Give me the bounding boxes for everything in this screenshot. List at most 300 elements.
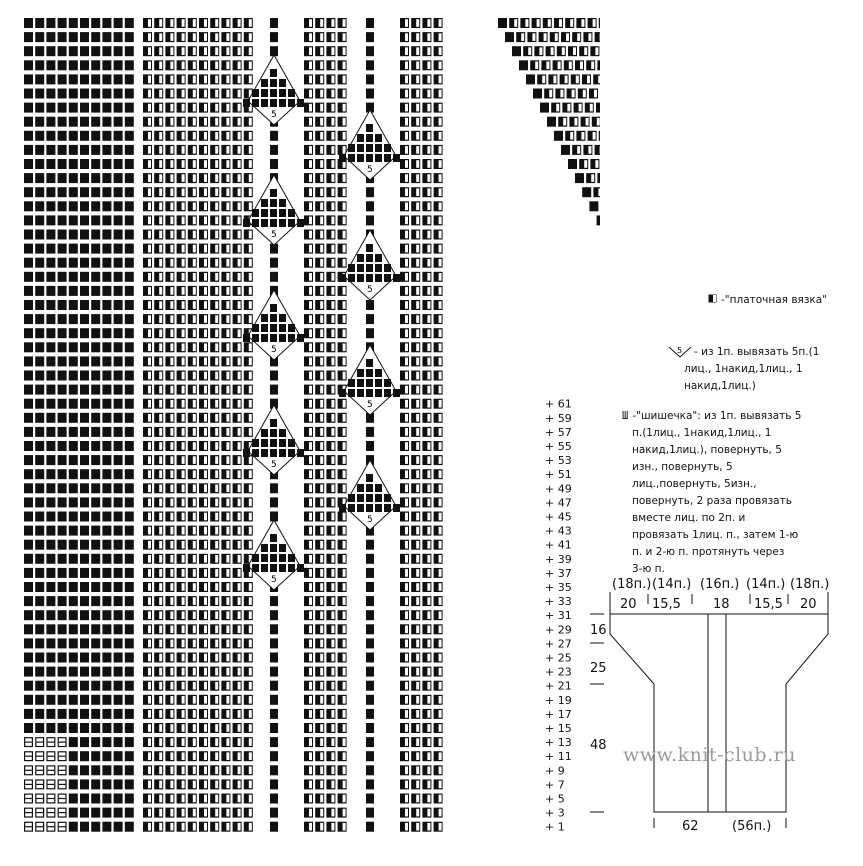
- chart-cell: [91, 60, 100, 70]
- chart-cell: [434, 638, 443, 648]
- chart-cell: [58, 215, 67, 225]
- chart-cell: [58, 808, 67, 818]
- chart-cell: [244, 526, 253, 536]
- chart-cell: [400, 779, 409, 789]
- chart-cell: [411, 103, 420, 113]
- chart-cell: [143, 117, 152, 127]
- chart-cell: [91, 46, 100, 56]
- chart-cell: [400, 483, 409, 493]
- chart-cell: [233, 512, 242, 522]
- chart-cell: [177, 145, 186, 155]
- chart-cell: [165, 145, 174, 155]
- chart-cell: [165, 808, 174, 818]
- chart-cell: [400, 18, 409, 28]
- chart-cell: [210, 596, 219, 606]
- row-number: + 11: [545, 750, 572, 764]
- chart-cell: [35, 667, 44, 677]
- chart-cell: [35, 413, 44, 423]
- chart-cell: [221, 526, 230, 536]
- chart-cell: [557, 46, 566, 56]
- chart-cell: [315, 286, 324, 296]
- center-stitch-right: [366, 638, 374, 648]
- lace-motif: [339, 345, 400, 415]
- chart-cell: [527, 32, 536, 42]
- center-stitch-right: [366, 215, 374, 225]
- chart-cell: [400, 230, 409, 240]
- chart-cell: [244, 779, 253, 789]
- chart-cell: [35, 441, 44, 451]
- chart-cell: [400, 540, 409, 550]
- chart-cell: [233, 653, 242, 663]
- chart-cell: [199, 74, 208, 84]
- chart-cell: [46, 131, 55, 141]
- chart-cell: [221, 822, 230, 832]
- chart-cell: [199, 230, 208, 240]
- chart-cell: [80, 822, 89, 832]
- chart-cell: [326, 145, 335, 155]
- chart-cell: [24, 413, 33, 423]
- chart-cell: [165, 385, 174, 395]
- chart-cell: [338, 638, 347, 648]
- chart-cell: [46, 385, 55, 395]
- chart-cell: [434, 103, 443, 113]
- row-number: + 45: [545, 510, 572, 524]
- chart-cell: [24, 46, 33, 56]
- chart-cell: [154, 18, 163, 28]
- chart-cell: [154, 187, 163, 197]
- chart-cell: [422, 723, 431, 733]
- chart-cell: [411, 413, 420, 423]
- center-stitch-right: [366, 554, 374, 564]
- chart-cell: [102, 709, 111, 719]
- chart-cell: [24, 371, 33, 381]
- chart-cell: [338, 314, 347, 324]
- chart-cell: [199, 60, 208, 70]
- center-stitch-right: [366, 681, 374, 691]
- chart-cell: [244, 399, 253, 409]
- chart-cell: [233, 215, 242, 225]
- center-stitch-left: [270, 385, 278, 395]
- chart-cell: [244, 385, 253, 395]
- chart-cell: [46, 145, 55, 155]
- chart-cell: [520, 18, 529, 28]
- chart-cell: [102, 441, 111, 451]
- chart-cell: [562, 103, 571, 113]
- chart-cell: [422, 554, 431, 564]
- chart-cell: [91, 497, 100, 507]
- chart-cell: [91, 681, 100, 691]
- chart-cell: [422, 794, 431, 804]
- chart-cell: [46, 300, 55, 310]
- chart-cell: [544, 89, 553, 99]
- chart-cell: [304, 568, 313, 578]
- chart-cell: [24, 808, 33, 818]
- chart-cell: [188, 582, 197, 592]
- chart-cell: [80, 526, 89, 536]
- chart-cell: [233, 455, 242, 465]
- chart-cell: [315, 187, 324, 197]
- chart-cell: [233, 244, 242, 254]
- chart-cell: [143, 610, 152, 620]
- chart-cell: [91, 568, 100, 578]
- chart-cell: [154, 554, 163, 564]
- center-stitch-right: [366, 46, 374, 56]
- chart-cell: [400, 413, 409, 423]
- chart-cell: [143, 554, 152, 564]
- chart-cell: [24, 681, 33, 691]
- chart-cell: [233, 89, 242, 99]
- chart-cell: [58, 371, 67, 381]
- chart-cell: [58, 455, 67, 465]
- chart-cell: [102, 554, 111, 564]
- chart-cell: [244, 723, 253, 733]
- chart-cell: [422, 60, 431, 70]
- chart-cell: [422, 695, 431, 705]
- chart-cell: [154, 342, 163, 352]
- center-stitch-right: [366, 779, 374, 789]
- chart-cell: [24, 399, 33, 409]
- chart-cell: [221, 18, 230, 28]
- row-number: + 9: [545, 764, 565, 778]
- chart-cell: [177, 103, 186, 113]
- chart-cell: [114, 89, 123, 99]
- chart-cell: [244, 512, 253, 522]
- chart-cell: [434, 173, 443, 183]
- chart-cell: [326, 709, 335, 719]
- chart-cell: [585, 103, 594, 113]
- chart-cell: [400, 681, 409, 691]
- chart-cell: [165, 201, 174, 211]
- chart-cell: [35, 765, 44, 775]
- chart-cell: [434, 653, 443, 663]
- chart-cell: [102, 413, 111, 423]
- chart-cell: [593, 74, 600, 84]
- chart-cell: [91, 808, 100, 818]
- chart-cell: [58, 230, 67, 240]
- chart-cell: [91, 328, 100, 338]
- chart-cell: [91, 667, 100, 677]
- chart-cell: [80, 779, 89, 789]
- chart-cell: [154, 723, 163, 733]
- chart-cell: [221, 328, 230, 338]
- chart-cell: [400, 638, 409, 648]
- chart-cell: [434, 512, 443, 522]
- chart-cell: [315, 723, 324, 733]
- chart-cell: [233, 413, 242, 423]
- chart-cell: [114, 695, 123, 705]
- chart-cell: [165, 512, 174, 522]
- chart-cell: [400, 794, 409, 804]
- chart-cell: [571, 74, 580, 84]
- chart-cell: [69, 413, 78, 423]
- chart-cell: [114, 638, 123, 648]
- chart-cell: [400, 300, 409, 310]
- chart-cell: [188, 808, 197, 818]
- chart-cell: [91, 610, 100, 620]
- chart-cell: [80, 554, 89, 564]
- chart-cell: [315, 483, 324, 493]
- chart-cell: [579, 159, 588, 169]
- chart-cell: [233, 737, 242, 747]
- chart-cell: [35, 356, 44, 366]
- chart-cell: [221, 314, 230, 324]
- chart-cell: [177, 667, 186, 677]
- chart-cell: [125, 695, 134, 705]
- chart-cell: [221, 215, 230, 225]
- chart-cell: [125, 46, 134, 56]
- chart-cell: [69, 385, 78, 395]
- center-stitch-right: [366, 808, 374, 818]
- chart-cell: [80, 624, 89, 634]
- chart-cell: [188, 554, 197, 564]
- chart-cell: [304, 455, 313, 465]
- chart-cell: [400, 286, 409, 296]
- chart-cell: [221, 427, 230, 437]
- legend-five-from-one: [677, 344, 854, 395]
- chart-cell: [125, 540, 134, 550]
- chart-cell: [244, 413, 253, 423]
- chart-cell: [102, 74, 111, 84]
- chart-cell: [188, 822, 197, 832]
- top-cm-5: 20: [800, 597, 817, 612]
- row-number: + 29: [545, 623, 572, 637]
- legend-bobble-line-3: накид,1лиц.), повернуть, 5: [632, 444, 782, 456]
- chart-cell: [304, 46, 313, 56]
- chart-cell: [46, 751, 55, 761]
- chart-cell: [434, 89, 443, 99]
- chart-cell: [143, 371, 152, 381]
- chart-cell: [58, 638, 67, 648]
- garment-schematic: [586, 572, 856, 842]
- chart-cell: [114, 441, 123, 451]
- chart-cell: [24, 695, 33, 705]
- center-stitch-right: [366, 314, 374, 324]
- chart-cell: [326, 74, 335, 84]
- legend-five-line-3: накид,1лиц.): [684, 380, 756, 392]
- chart-cell: [114, 822, 123, 832]
- chart-cell: [400, 131, 409, 141]
- chart-cell: [80, 653, 89, 663]
- chart-cell: [125, 413, 134, 423]
- center-stitch-left: [270, 596, 278, 606]
- chart-cell: [210, 638, 219, 648]
- center-stitch-left: [270, 638, 278, 648]
- chart-cell: [304, 512, 313, 522]
- chart-cell: [69, 74, 78, 84]
- chart-cell: [24, 131, 33, 141]
- chart-cell: [143, 18, 152, 28]
- center-stitch-right: [366, 441, 374, 451]
- chart-cell: [125, 723, 134, 733]
- chart-cell: [188, 794, 197, 804]
- chart-cell: [304, 427, 313, 437]
- chart-cell: [114, 554, 123, 564]
- chart-cell: [114, 512, 123, 522]
- row-number: + 27: [545, 637, 572, 651]
- chart-cell: [80, 413, 89, 423]
- chart-cell: [69, 737, 78, 747]
- chart-cell: [188, 653, 197, 663]
- chart-cell: [24, 74, 33, 84]
- chart-cell: [58, 413, 67, 423]
- chart-cell: [400, 399, 409, 409]
- legend-five-line-2: лиц., 1накид,1лиц., 1: [684, 363, 803, 375]
- chart-cell: [80, 582, 89, 592]
- chart-cell: [24, 723, 33, 733]
- chart-cell: [326, 469, 335, 479]
- chart-cell: [210, 568, 219, 578]
- chart-cell: [91, 455, 100, 465]
- chart-cell: [210, 723, 219, 733]
- chart-cell: [69, 653, 78, 663]
- chart-cell: [80, 794, 89, 804]
- chart-cell: [69, 723, 78, 733]
- chart-cell: [154, 568, 163, 578]
- chart-cell: [400, 159, 409, 169]
- chart-cell: [199, 540, 208, 550]
- chart-cell: [304, 695, 313, 705]
- chart-cell: [91, 18, 100, 28]
- chart-cell: [304, 18, 313, 28]
- chart-cell: [91, 512, 100, 522]
- chart-cell: [315, 328, 324, 338]
- chart-cell: [304, 709, 313, 719]
- chart-cell: [154, 441, 163, 451]
- chart-cell: [233, 103, 242, 113]
- center-stitch-right: [366, 427, 374, 437]
- chart-cell: [69, 638, 78, 648]
- chart-cell: [24, 356, 33, 366]
- chart-cell: [199, 272, 208, 282]
- chart-cell: [114, 455, 123, 465]
- chart-cell: [165, 681, 174, 691]
- legend-bobble-line-7: вместе лиц. по 2п. и: [632, 512, 746, 524]
- chart-cell: [244, 653, 253, 663]
- chart-cell: [46, 441, 55, 451]
- chart-cell: [590, 46, 599, 56]
- chart-cell: [411, 145, 420, 155]
- chart-cell: [24, 540, 33, 550]
- center-stitch-left: [270, 624, 278, 634]
- chart-cell: [35, 103, 44, 113]
- chart-cell: [422, 540, 431, 550]
- chart-cell: [91, 385, 100, 395]
- chart-cell: [125, 441, 134, 451]
- chart-cell: [24, 751, 33, 761]
- center-stitch-right: [366, 695, 374, 705]
- chart-cell: [411, 596, 420, 606]
- chart-cell: [154, 526, 163, 536]
- chart-cell: [165, 779, 174, 789]
- chart-cell: [102, 385, 111, 395]
- chart-cell: [143, 709, 152, 719]
- chart-cell: [233, 808, 242, 818]
- chart-cell: [434, 46, 443, 56]
- chart-cell: [326, 342, 335, 352]
- chart-cell: [125, 483, 134, 493]
- chart-cell: [114, 610, 123, 620]
- chart-cell: [46, 314, 55, 324]
- chart-cell: [177, 32, 186, 42]
- chart-cell: [188, 624, 197, 634]
- chart-cell: [35, 709, 44, 719]
- chart-cell: [143, 272, 152, 282]
- chart-cell: [233, 371, 242, 381]
- chart-cell: [244, 230, 253, 240]
- chart-cell: [125, 794, 134, 804]
- chart-cell: [434, 60, 443, 70]
- chart-cell: [165, 215, 174, 225]
- chart-cell: [165, 187, 174, 197]
- chart-cell: [304, 314, 313, 324]
- chart-cell: [304, 822, 313, 832]
- chart-cell: [154, 371, 163, 381]
- chart-cell: [46, 709, 55, 719]
- chart-cell: [35, 328, 44, 338]
- chart-cell: [565, 131, 574, 141]
- chart-cell: [233, 399, 242, 409]
- chart-cell: [233, 356, 242, 366]
- chart-cell: [177, 737, 186, 747]
- chart-cell: [526, 74, 535, 84]
- chart-cell: [80, 808, 89, 818]
- chart-cell: [210, 131, 219, 141]
- chart-cell: [24, 822, 33, 832]
- chart-cell: [595, 145, 600, 155]
- legend-bobble-line-5: лиц.,повернуть, 5изн.,: [632, 478, 757, 490]
- watermark: www.knit-club.ru: [623, 744, 796, 766]
- chart-cell: [422, 779, 431, 789]
- chart-cell: [91, 653, 100, 663]
- chart-cell: [304, 371, 313, 381]
- chart-cell: [125, 89, 134, 99]
- chart-cell: [411, 117, 420, 127]
- chart-cell: [188, 526, 197, 536]
- chart-cell: [221, 201, 230, 211]
- chart-cell: [80, 314, 89, 324]
- chart-cell: [58, 723, 67, 733]
- chart-cell: [523, 46, 532, 56]
- chart-cell: [304, 624, 313, 634]
- chart-cell: [91, 765, 100, 775]
- chart-cell: [125, 610, 134, 620]
- chart-cell: [91, 32, 100, 42]
- chart-cell: [574, 103, 583, 113]
- chart-cell: [46, 272, 55, 282]
- chart-cell: [102, 808, 111, 818]
- chart-cell: [315, 145, 324, 155]
- chart-cell: [505, 32, 514, 42]
- chart-cell: [244, 709, 253, 719]
- chart-cell: [199, 822, 208, 832]
- chart-cell: [233, 201, 242, 211]
- chart-cell: [177, 413, 186, 423]
- chart-cell: [154, 681, 163, 691]
- chart-cell: [199, 371, 208, 381]
- chart-cell: [35, 314, 44, 324]
- chart-cell: [188, 695, 197, 705]
- chart-cell: [114, 356, 123, 366]
- chart-cell: [597, 60, 600, 70]
- chart-cell: [143, 681, 152, 691]
- chart-cell: [411, 272, 420, 282]
- chart-cell: [400, 103, 409, 113]
- chart-cell: [572, 145, 581, 155]
- chart-cell: [233, 540, 242, 550]
- chart-cell: [315, 638, 324, 648]
- chart-cell: [233, 638, 242, 648]
- chart-cell: [400, 314, 409, 324]
